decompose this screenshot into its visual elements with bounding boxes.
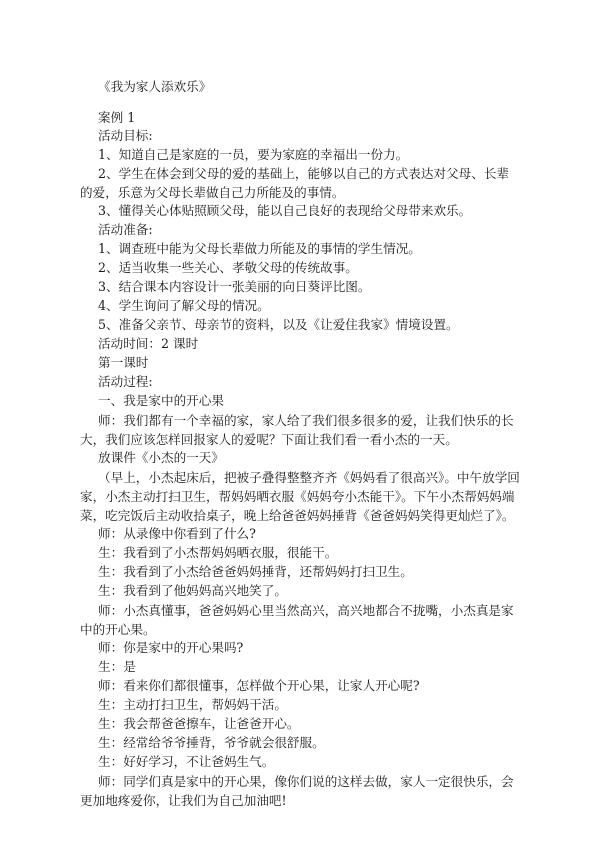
prep-item: 3、结合课本内容设计一张美丽的向日葵评比图。 bbox=[98, 279, 371, 294]
dialog-line: 师：你是家中的开心果吗? bbox=[98, 640, 244, 655]
story-paragraph: （早上，小杰起床后，把被子叠得整整齐齐《妈妈看了很高兴》。中午放学回家，小杰主动打扫卫生，帮妈妈晒衣服《妈妈夸小杰能干》。下午小杰帮妈妈端菜，吃完饭后主动收拾桌子，晚上给爸爸妈妈捶背《爸爸妈妈笑得更灿烂了》。 bbox=[80, 470, 520, 523]
dialog-line: 生：我会帮爸爸擦车，让爸爸开心。 bbox=[98, 716, 300, 731]
prep-item: 1、调查班中能为父母长辈做力所能及的事情的学生情况。 bbox=[98, 241, 421, 256]
dialog-line: 生：我看到了小杰给爸爸妈妈捶背，还帮妈妈打扫卫生。 bbox=[98, 564, 413, 579]
prep-item: 5、准备父亲节、母亲节的资料，以及《让爱住我家》情境设置。 bbox=[98, 317, 459, 332]
dialog-line: 生：是 bbox=[98, 659, 136, 674]
process-heading: 活动过程: bbox=[98, 374, 153, 389]
dialog-line: 生：我看到了他妈妈高兴地笑了。 bbox=[98, 583, 287, 598]
prep-item: 2、适当收集一些关心、孝敬父母的传统故事。 bbox=[98, 260, 358, 275]
activity-time: 活动时间：2 课时 bbox=[98, 336, 199, 351]
dialog-line: 生：主动打扫卫生，帮妈妈干活。 bbox=[98, 697, 287, 712]
dialog-line: 生：经常给爷爷捶背，爷爷就会很舒服。 bbox=[98, 735, 325, 750]
goal-item: 2、学生在体会到父母的爱的基础上，能够以自己的方式表达对父母、长辈的爱，乐意为父母长辈做自己力所能及的事情。 bbox=[80, 166, 510, 200]
dialog-line: 师：从录像中你看到了什么? bbox=[98, 526, 256, 541]
closing-paragraph: 师：同学们真是家中的开心果，像你们说的这样去做，家人一定很快乐，会更加地疼爱你，让我们为自己加油吧! bbox=[80, 774, 514, 808]
case-label: 案例 1 bbox=[98, 110, 136, 125]
goal-item: 1、知道自己是家庭的一员，要为家庭的幸福出一份力。 bbox=[98, 147, 409, 162]
goal-item: 3、懂得关心体贴照顾父母，能以自己良好的表现给父母带来欢乐。 bbox=[98, 203, 472, 218]
lesson-label: 第一课时 bbox=[98, 355, 149, 370]
document-title: 《我为家人添欢乐》 bbox=[98, 79, 212, 94]
goals-heading: 活动目标: bbox=[98, 128, 153, 143]
dialog-line: 生：好好学习，不让爸妈生气。 bbox=[98, 754, 275, 769]
section-heading: 一、我是家中的开心果 bbox=[98, 393, 224, 408]
prep-item: 4、学生询问了解父母的情况。 bbox=[98, 298, 270, 313]
teacher-intro: 师：我们都有一个幸福的家，家人给了我们很多很多的爱，让我们快乐的长大，我们应该怎样回报家人的爱呢？下面让我们看一看小杰的一天。 bbox=[80, 413, 514, 447]
dialog-line: 师：看来你们都很懂事，怎样做个开心果，让家人开心呢? bbox=[98, 678, 420, 693]
video-label: 放课件《小杰的一天》 bbox=[98, 450, 224, 465]
prep-heading: 活动准备: bbox=[98, 222, 153, 237]
teacher-summary: 师：小杰真懂事，爸爸妈妈心里当然高兴，高兴地都合不拢嘴，小杰真是家中的开心果。 bbox=[80, 603, 514, 637]
dialog-line: 生：我看到了小杰帮妈妈晒衣服，很能干。 bbox=[98, 545, 338, 560]
